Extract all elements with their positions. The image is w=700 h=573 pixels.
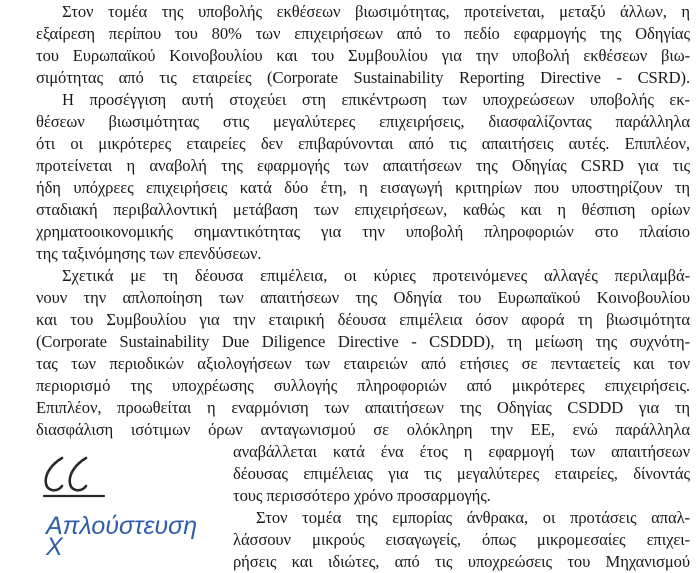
p1-line-4: σιμότητας από τις εταιρείες (Corporate Sustainability Reporting Directive - CSRD).: [36, 68, 690, 87]
pull-quote-title: Απλούστευση: [46, 512, 198, 540]
p3-line-5: τας των περιοδικών αξιολογήσεων των εταιρειών από ετήσιες σε πενταετείς και τον: [36, 354, 690, 373]
p1-line-3: του Ευρωπαϊκού Κοινοβουλίου και του Συμβουλίου για την υποβολή εκθέσεων βιω-: [36, 46, 690, 65]
quote-mark-icon: [40, 452, 110, 500]
p1-line-1: Στον τομέα της υποβολής εκθέσεων βιωσιμότητας, προτείνεται, μεταξύ άλλων, η: [62, 2, 690, 21]
pull-quote: [40, 452, 220, 561]
p3-line-6: περιορισμό της υποχρέωσης συλλογής πληροφοριών από μικρότερες επιχειρήσεις.: [36, 376, 690, 395]
p3-line-1: Σχετικά με τη δέουσα επιμέλεια, οι κύριες προτεινόμενες αλλαγές περιλαμβά-: [62, 266, 690, 285]
p2-line-8: της ταξινόμησης των επενδύσεων.: [36, 244, 262, 263]
p4-line-1: Στον τομέα της εμπορίας άνθρακα, οι προτάσεις απαλ-: [256, 508, 690, 527]
p2-line-2: θέσεων βιωσιμότητας στις μεγαλύτερες επιχειρήσεις, διασφαλίζοντας παράλληλα: [36, 112, 690, 131]
p3-line-9: αναβάλλεται κατά ένα έτος η εφαρμογή των απαιτήσεων: [233, 442, 690, 461]
p3-line-3: και του Συμβουλίου για την εταιρική δέουσα επιμέλεια όσον αφορά τη βιωσιμότητα: [36, 310, 690, 329]
pull-quote-title-cut: Χ: [46, 533, 63, 561]
p3-line-8: διασφάλιση ισότιμων όρων ανταγωνισμού σε ολόκληρη την ΕΕ, ενώ παράλληλα: [36, 420, 690, 439]
p2-line-6: σταδιακή περιβαλλοντική μετάβαση των επιχειρήσεων, καθώς και η θέσπιση ορίων: [36, 200, 690, 219]
p2-line-5: ήδη υπόχρεες επιχειρήσεις κατά δύο έτη, η εισαγωγή κριτηρίων που υποστηρίζουν τη: [36, 178, 690, 197]
p4-line-3: ρήσεις και ιδιώτες, από τις υποχρεώσεις του Μηχανισμού: [233, 552, 690, 571]
p2-line-4: προτείνεται η αναβολή της εφαρμογής των απαιτήσεων της Οδηγίας CSRD για τις: [36, 156, 690, 175]
p3-line-2: νουν την απλοποίηση των απαιτήσεων της Οδηγία του Ευρωπαϊκού Κοινοβουλίου: [36, 288, 690, 307]
p2-line-7: χρηματοοικονομικής σημαντικότητας για την υποβολή πληροφοριών στο πλαίσιο: [36, 222, 690, 241]
p3-line-4: (Corporate Sustainability Due Diligence Directive - CSDDD), τη μείωση της συχνότη-: [36, 332, 690, 351]
p3-line-7: Επιπλέον, προωθείται η εναρμόνιση των απαιτήσεων της Οδηγίας CSDDD για τη: [36, 398, 690, 417]
p3-line-11: τους περισσότερο χρόνο προσαρμογής.: [233, 486, 491, 505]
p1-line-2: εξαίρεση περίπου του 80% των επιχειρήσεων από το πεδίο εφαρμογής της Οδηγίας: [36, 24, 690, 43]
p3-line-10: δέουσας επιμέλειας για τις μεγαλύτερες εταιρείες, δίνοντάς: [233, 464, 690, 483]
p4-line-2: λάσσουν μικρούς εισαγωγείς, όπως μικρομεσαίες επιχει-: [233, 530, 690, 549]
p2-line-3: ότι οι μικρότερες εταιρείες δεν επιβαρύνονται από τις απαιτήσεις αυτές. Επιπλέον,: [36, 134, 690, 153]
p2-line-1: Η προσέγγιση αυτή στοχεύει στη επικέντρωση των υποχρεώσεων υποβολής εκ-: [62, 90, 690, 109]
